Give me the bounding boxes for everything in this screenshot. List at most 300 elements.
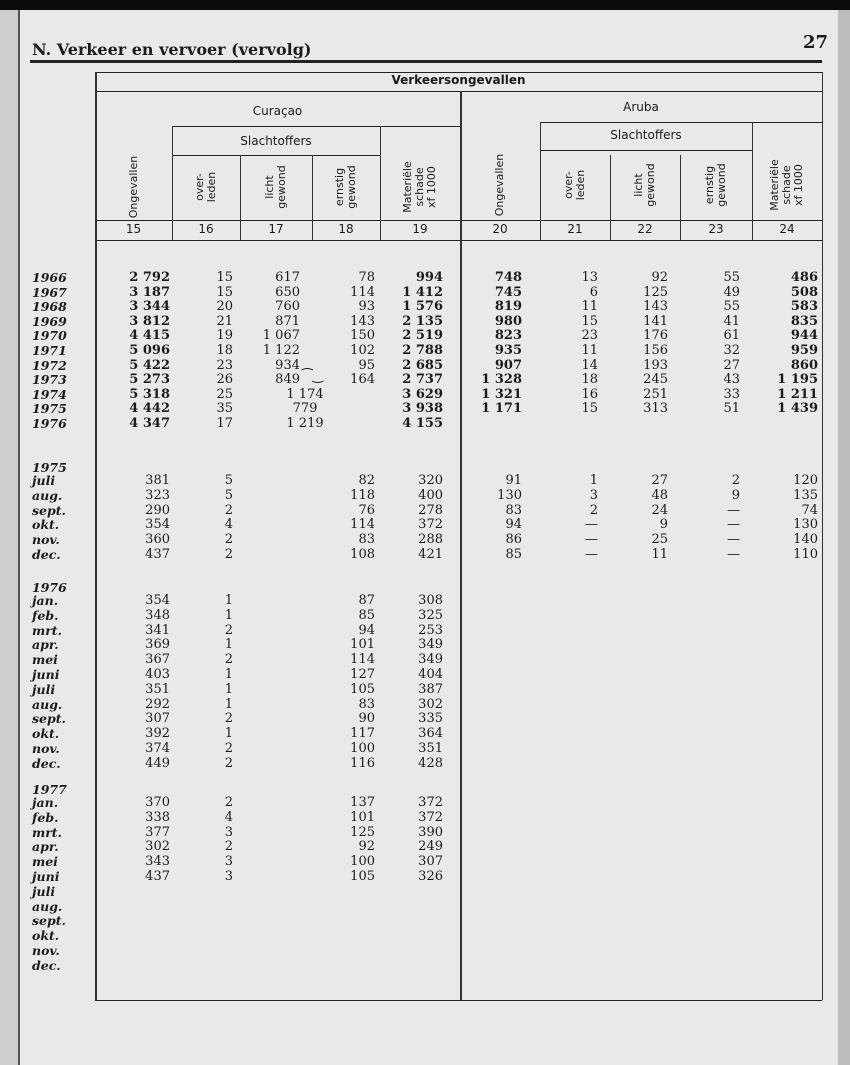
- table-cell: 118: [350, 487, 375, 503]
- table-cell: 372: [418, 809, 443, 825]
- table-cell-merged: 1 174: [286, 386, 324, 402]
- table-cell: 320: [418, 473, 443, 488]
- previous-page-edge: [0, 10, 20, 1065]
- table-cell: 278: [418, 502, 443, 518]
- table-cell: 9: [659, 517, 668, 533]
- table-top-header: Verkeersongevallen: [391, 73, 526, 87]
- year-label: 1975: [32, 460, 67, 475]
- table-cell: 2: [224, 839, 233, 855]
- table-cell: 449: [145, 755, 170, 771]
- table-cell: 101: [350, 809, 375, 825]
- header-rule: [95, 240, 822, 241]
- table-cell: 364: [418, 726, 443, 742]
- column-header: over- leden: [562, 169, 587, 201]
- table-cell: 18: [216, 343, 233, 358]
- table-cell: 143: [643, 299, 668, 315]
- table-cell: 18: [581, 372, 598, 388]
- column-number: 19: [412, 222, 428, 236]
- row-label: juli: [32, 681, 56, 697]
- table-cell: 92: [651, 270, 668, 285]
- table-cell: 760: [275, 299, 300, 315]
- table-cell: 4: [224, 809, 233, 825]
- table-cell: 650: [275, 284, 300, 300]
- table-cell: 338: [145, 809, 170, 825]
- table-cell: 617: [275, 270, 300, 285]
- table-cell: 85: [505, 547, 522, 562]
- table-cell: 1: [224, 681, 233, 697]
- table-cell: 110: [793, 547, 818, 562]
- table-cell: 959: [790, 343, 818, 358]
- table-cell: 101: [350, 637, 375, 653]
- table-cell: 125: [643, 284, 668, 300]
- table-cell: 2: [224, 532, 233, 548]
- table-cell: 51: [723, 401, 740, 417]
- table-cell: 421: [418, 547, 443, 562]
- row-label: juli: [32, 473, 56, 488]
- row-label: nov.: [32, 532, 60, 548]
- table-cell: 288: [418, 532, 443, 548]
- row-label: dec.: [32, 755, 61, 771]
- column-number: 16: [198, 222, 214, 236]
- table-cell: 32: [723, 343, 740, 358]
- header-rule: [95, 91, 822, 92]
- table-cell: 127: [350, 667, 375, 682]
- table-cell: 5 273: [129, 372, 170, 388]
- table-cell: 1: [224, 667, 233, 682]
- table-cell: 2 519: [402, 328, 443, 344]
- table-cell: 3: [224, 869, 233, 884]
- table-cell: 348: [145, 607, 170, 623]
- table-cell-merged: 779: [292, 401, 318, 417]
- table-cell: 1: [224, 726, 233, 742]
- table-cell: 141: [643, 313, 668, 329]
- table-cell: 245: [643, 372, 668, 388]
- title-rule: [30, 60, 822, 63]
- table-cell: 17: [216, 416, 233, 431]
- table-cell: 392: [145, 726, 170, 742]
- table-cell: 819: [494, 299, 522, 315]
- table-cell: —: [727, 502, 740, 518]
- table-cell: 2: [224, 502, 233, 518]
- table-cell: 25: [216, 386, 233, 402]
- table-cell: 290: [145, 502, 170, 518]
- table-cell: 1: [224, 593, 233, 608]
- table-cell: 2 792: [129, 270, 170, 285]
- table-cell: 14: [581, 357, 598, 373]
- table-bottom-rule: [95, 1000, 822, 1001]
- table-cell: 302: [145, 839, 170, 855]
- table-cell: 3 812: [129, 313, 170, 329]
- row-label: 1971: [32, 343, 67, 358]
- column-divider: [822, 72, 823, 1000]
- row-label: nov.: [32, 943, 60, 958]
- table-cell: 26: [216, 372, 233, 388]
- table-cell: —: [585, 547, 598, 562]
- table-cell: 4 415: [129, 328, 170, 344]
- table-cell: 372: [418, 795, 443, 810]
- section-title: N. Verkeer en vervoer (vervolg): [32, 40, 312, 59]
- header-rule: [540, 122, 822, 123]
- table-cell: 745: [494, 284, 522, 300]
- table-cell: 251: [643, 386, 668, 402]
- table-cell: 16: [581, 386, 598, 402]
- table-cell: 2: [224, 755, 233, 771]
- row-label: juli: [32, 883, 56, 899]
- table-cell: 85: [358, 607, 375, 623]
- table-cell: 33: [723, 386, 740, 402]
- table-cell: 105: [350, 869, 375, 884]
- table-cell: 351: [145, 681, 170, 697]
- column-number: 22: [637, 222, 653, 236]
- table-cell: 83: [358, 696, 375, 712]
- table-cell: 5 422: [129, 357, 170, 373]
- row-label: jan.: [32, 795, 59, 810]
- table-cell: 351: [418, 741, 443, 756]
- table-cell: 583: [790, 299, 818, 315]
- column-divider: [172, 126, 173, 240]
- table-cell: 374: [145, 741, 170, 756]
- header-rule: [172, 126, 460, 127]
- table-cell: 105: [350, 681, 375, 697]
- row-label: apr.: [32, 839, 59, 855]
- table-cell: 43: [723, 372, 740, 388]
- table-cell: 11: [651, 547, 668, 562]
- table-cell: 176: [643, 328, 668, 344]
- table-cell: 92: [358, 839, 375, 855]
- page-edge: [838, 10, 850, 1065]
- table-cell: 3 629: [402, 386, 443, 402]
- table-cell: 326: [418, 869, 443, 884]
- table-cell: 94: [505, 517, 522, 533]
- table-cell: 944: [790, 328, 818, 344]
- table-cell: 367: [145, 652, 170, 668]
- table-cell: 404: [418, 667, 443, 682]
- table-cell: 1 122: [262, 343, 300, 358]
- table-cell: 100: [350, 854, 375, 870]
- table-cell: 116: [350, 755, 375, 771]
- table-cell: 1 211: [777, 386, 818, 402]
- table-cell: 21: [216, 313, 233, 329]
- table-cell: 140: [793, 532, 818, 548]
- table-cell: 1 321: [481, 386, 522, 402]
- brace-mark: ⁀‿: [302, 369, 323, 385]
- row-label: juni: [32, 667, 60, 682]
- row-label: 1967: [32, 284, 67, 300]
- table-cell: 2 685: [402, 357, 443, 373]
- table-cell: 5 096: [129, 343, 170, 358]
- table-cell: 292: [145, 696, 170, 712]
- table-cell: 994: [415, 270, 443, 285]
- table-cell: 4 347: [129, 416, 170, 431]
- table-cell: 335: [418, 711, 443, 727]
- table-cell: 249: [418, 839, 443, 855]
- table-cell: 1 195: [777, 372, 818, 388]
- table-cell: 835: [790, 313, 818, 329]
- row-label: dec.: [32, 957, 61, 973]
- table-cell: 428: [418, 755, 443, 771]
- table-cell: 508: [790, 284, 818, 300]
- column-number: 21: [567, 222, 583, 236]
- table-cell: 86: [505, 532, 522, 548]
- row-label: mei: [32, 854, 58, 870]
- table-cell: 15: [581, 401, 598, 417]
- table-cell: 437: [145, 547, 170, 562]
- row-label: feb.: [32, 607, 59, 623]
- table-cell: 87: [358, 593, 375, 608]
- table-cell: 349: [418, 637, 443, 653]
- table-cell: 15: [216, 284, 233, 300]
- column-divider: [312, 155, 313, 240]
- table-cell: 25: [651, 532, 668, 548]
- table-cell: 3 187: [129, 284, 170, 300]
- row-label: sept.: [32, 502, 66, 518]
- table-cell: 55: [723, 270, 740, 285]
- table-cell: 403: [145, 667, 170, 682]
- table-cell: 1 439: [777, 401, 818, 417]
- group-aruba: Aruba: [623, 100, 659, 114]
- column-header: Materiële schade xf 1000: [401, 161, 438, 213]
- table-cell: 377: [145, 824, 170, 840]
- table-cell: 24: [651, 502, 668, 518]
- table-cell: 4: [224, 517, 233, 533]
- column-header: ernstig gewond: [333, 165, 358, 209]
- table-cell: 49: [723, 284, 740, 300]
- row-label: jan.: [32, 593, 59, 608]
- table-cell: 11: [581, 299, 598, 315]
- table-cell: 35: [216, 401, 233, 417]
- table-cell: 2 135: [402, 313, 443, 329]
- table-cell: 78: [358, 270, 375, 285]
- table-cell: 341: [145, 622, 170, 638]
- table-cell: 130: [793, 517, 818, 533]
- table-cell: 369: [145, 637, 170, 653]
- row-label: sept.: [32, 711, 66, 727]
- table-cell: 23: [581, 328, 598, 344]
- year-label: 1976: [32, 580, 67, 595]
- table-cell: 1: [589, 473, 598, 488]
- table-cell: 95: [358, 357, 375, 373]
- group-curacao: Curaçao: [252, 104, 303, 118]
- table-cell: 4 155: [402, 416, 443, 431]
- table-cell: 135: [793, 487, 818, 503]
- table-cell: 2: [589, 502, 598, 518]
- table-cell: 3 344: [129, 299, 170, 315]
- table-cell: 61: [723, 328, 740, 344]
- column-header: licht gewond: [632, 163, 657, 207]
- column-number: 15: [125, 222, 142, 236]
- table-cell: 114: [350, 284, 375, 300]
- column-header: Ongevallen: [126, 155, 140, 219]
- table-cell: 164: [350, 372, 375, 388]
- column-header: ernstig gewond: [703, 163, 728, 207]
- table-cell: 11: [581, 343, 598, 358]
- table-cell: —: [727, 547, 740, 562]
- table-cell: 253: [418, 622, 443, 638]
- table-cell: 13: [581, 270, 598, 285]
- table-cell: 100: [350, 741, 375, 756]
- table-cell: 117: [350, 726, 375, 742]
- table-cell: 349: [418, 652, 443, 668]
- table-cell: 871: [275, 313, 300, 329]
- row-label: okt.: [32, 928, 60, 944]
- table-cell: 143: [350, 313, 375, 329]
- row-label: 1966: [32, 270, 67, 285]
- column-number: 17: [268, 222, 284, 236]
- table-cell: 3: [224, 854, 233, 870]
- table-cell: 302: [418, 696, 443, 712]
- table-cell: 1: [224, 696, 233, 712]
- table-cell: 354: [145, 593, 170, 608]
- table-cell: 307: [418, 854, 443, 870]
- table-cell: 125: [350, 824, 375, 840]
- table-cell: 370: [145, 795, 170, 810]
- row-label: mrt.: [32, 824, 62, 840]
- column-number: 23: [708, 222, 724, 236]
- row-label: 1969: [32, 313, 67, 329]
- table-cell: 313: [643, 401, 668, 417]
- table-cell: 2: [224, 547, 233, 562]
- table-cell: 2: [224, 795, 233, 810]
- table-cell: 3: [224, 824, 233, 840]
- table-cell: 980: [494, 313, 522, 329]
- row-label: 1972: [32, 357, 67, 373]
- column-header: licht gewond: [263, 165, 288, 209]
- column-header: Ongevallen: [493, 153, 506, 217]
- table-cell: 1 328: [481, 372, 522, 388]
- table-cell: 748: [494, 270, 522, 285]
- row-label: aug.: [32, 898, 63, 914]
- column-divider: [95, 72, 97, 1000]
- row-label: feb.: [32, 809, 59, 825]
- table-cell: 307: [145, 711, 170, 727]
- table-cell: 2: [224, 622, 233, 638]
- table-cell: 849: [275, 372, 300, 388]
- table-cell: 93: [358, 299, 375, 315]
- table-cell: 1 576: [402, 299, 443, 315]
- table-cell: 83: [358, 532, 375, 548]
- row-label: 1973: [32, 372, 67, 388]
- table-cell: 1 412: [402, 284, 443, 300]
- table-cell: 372: [418, 517, 443, 533]
- column-divider: [460, 91, 462, 1000]
- table-cell: 193: [643, 357, 668, 373]
- table-cell: 354: [145, 517, 170, 533]
- table-cell: 3 938: [402, 401, 443, 417]
- table-cell: 15: [581, 313, 598, 329]
- table-cell: 2: [731, 473, 740, 488]
- table-cell: 9: [731, 487, 740, 503]
- table-cell: 23: [216, 357, 233, 373]
- subgroup-slachtoffers-aruba: Slachtoffers: [610, 128, 682, 142]
- table-cell: 83: [505, 502, 522, 518]
- table-cell: 27: [723, 357, 740, 373]
- table-cell: 130: [497, 487, 522, 503]
- table-cell: 76: [358, 502, 375, 518]
- table-cell: 108: [350, 547, 375, 562]
- table-cell: 860: [790, 357, 818, 373]
- table-cell: 400: [418, 487, 443, 503]
- table-cell: 1 171: [481, 401, 522, 417]
- table-cell: 2 788: [402, 343, 443, 358]
- row-label: mei: [32, 652, 58, 668]
- scan-border: [0, 0, 850, 10]
- table-cell: —: [585, 517, 598, 533]
- row-label: 1976: [32, 416, 67, 431]
- table-cell: 15: [216, 270, 233, 285]
- table-cell: 381: [145, 473, 170, 488]
- row-label: sept.: [32, 913, 66, 929]
- table-cell: 91: [505, 473, 522, 488]
- table-cell: 387: [418, 681, 443, 697]
- table-cell: 3: [589, 487, 598, 503]
- column-divider: [380, 126, 381, 240]
- row-label: 1975: [32, 401, 67, 417]
- table-cell: 20: [216, 299, 233, 315]
- table-cell: 6: [589, 284, 598, 300]
- table-cell: 41: [723, 313, 740, 329]
- column-header: Materiële schade xf 1000: [768, 159, 805, 211]
- table-cell: 2: [224, 711, 233, 727]
- table-cell: 5 318: [129, 386, 170, 402]
- table-cell: 55: [723, 299, 740, 315]
- table-cell: 114: [350, 652, 375, 668]
- table-cell: 150: [350, 328, 375, 344]
- subgroup-slachtoffers-curacao: Slachtoffers: [240, 134, 312, 148]
- table-cell: 308: [418, 593, 443, 608]
- column-number: 20: [492, 222, 508, 236]
- row-label: 1970: [32, 328, 67, 344]
- table-cell-merged: 1 219: [286, 416, 324, 431]
- row-label: apr.: [32, 637, 59, 653]
- table-cell: 1: [224, 637, 233, 653]
- row-label: dec.: [32, 547, 61, 562]
- table-cell: 1 067: [262, 328, 300, 344]
- column-number: 24: [779, 222, 795, 236]
- page-number: 27: [802, 32, 828, 53]
- table-cell: 48: [651, 487, 668, 503]
- row-label: okt.: [32, 517, 60, 533]
- table-cell: —: [585, 532, 598, 548]
- table-cell: 27: [651, 473, 668, 488]
- table-cell: 5: [224, 473, 233, 488]
- row-label: nov.: [32, 741, 60, 756]
- table-cell: 2: [224, 741, 233, 756]
- table-cell: 19: [216, 328, 233, 344]
- table-cell: 935: [494, 343, 522, 358]
- table-cell: 325: [418, 607, 443, 623]
- row-label: mrt.: [32, 622, 62, 638]
- table-cell: —: [727, 517, 740, 533]
- table-cell: 934: [275, 357, 300, 373]
- table-cell: 94: [358, 622, 375, 638]
- row-label: juni: [32, 869, 60, 884]
- table-cell: 156: [643, 343, 668, 358]
- table-cell: 4 442: [129, 401, 170, 417]
- table-cell: 323: [145, 487, 170, 503]
- table-cell: 5: [224, 487, 233, 503]
- table-cell: 390: [418, 824, 443, 840]
- table-cell: 360: [145, 532, 170, 548]
- table-cell: 1: [224, 607, 233, 623]
- table-cell: 120: [793, 473, 818, 488]
- table-cell: 2: [224, 652, 233, 668]
- column-number: 18: [338, 222, 354, 236]
- table-cell: 90: [358, 711, 375, 727]
- column-header: over- leden: [193, 171, 218, 203]
- table-cell: 343: [145, 854, 170, 870]
- table-cell: 82: [358, 473, 375, 488]
- table-cell: 137: [350, 795, 375, 810]
